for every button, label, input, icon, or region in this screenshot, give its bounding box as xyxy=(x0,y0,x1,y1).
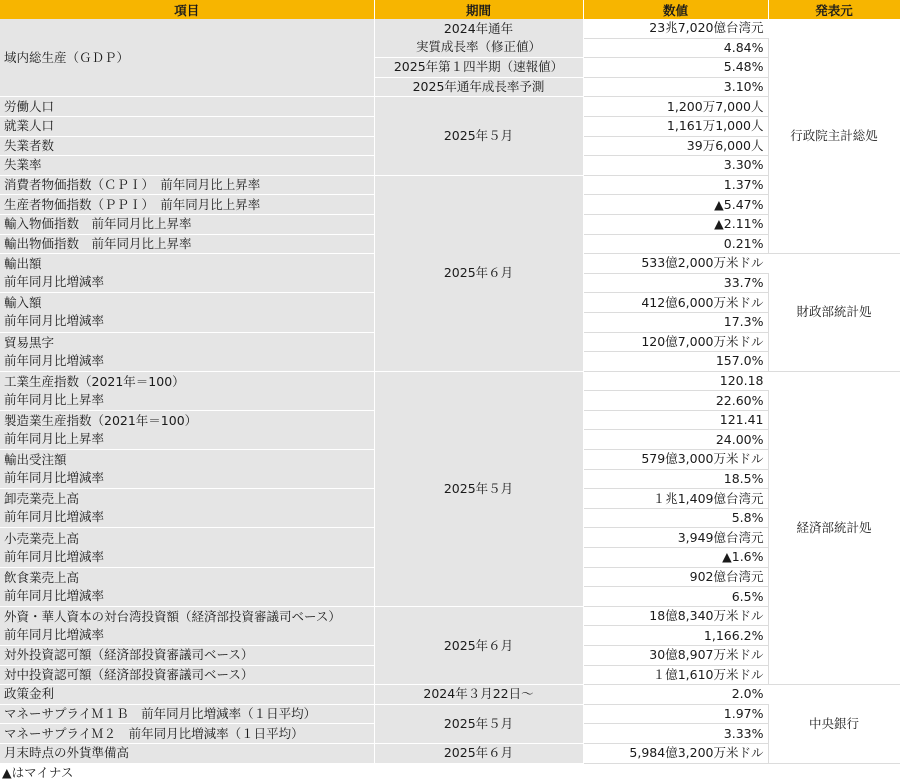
value-cell: 22.60% xyxy=(583,391,768,411)
item-cell: 労働人口 xyxy=(0,97,374,117)
header-publisher: 発表元 xyxy=(768,0,900,19)
value-cell: ▲5.47% xyxy=(583,195,768,215)
item-line: 前年同月比上昇率 xyxy=(4,391,105,407)
publisher-dgbas: 行政院主計総処 xyxy=(768,19,900,254)
item-cell: 失業者数 xyxy=(0,136,374,156)
item-cell xyxy=(0,567,374,606)
item-line: 貿易黒字 xyxy=(4,334,55,350)
period-line: 2024年通年 xyxy=(443,21,514,37)
table-row xyxy=(0,743,900,763)
value-cell: 24.00% xyxy=(583,430,768,450)
value-cell: 1,166.2% xyxy=(583,626,768,646)
value-cell: 5.48% xyxy=(583,58,768,78)
publisher-moea: 経済部統計処 xyxy=(768,371,900,685)
table-row xyxy=(0,19,900,38)
value-cell: 33.7% xyxy=(583,273,768,293)
table-row xyxy=(0,704,900,724)
item-cell xyxy=(0,450,374,489)
period-cell: 2025年６月 xyxy=(374,606,583,684)
value-cell: 39万6,000人 xyxy=(583,136,768,156)
value-cell: 23兆7,020億台湾元 xyxy=(583,19,768,38)
item-cell xyxy=(0,293,374,332)
value-cell: 412億6,000万米ドル xyxy=(583,293,768,313)
value-cell: 6.5% xyxy=(583,587,768,607)
period-line: 実質成長率（修正値） xyxy=(415,39,541,55)
item-cell: 月末時点の外貨準備高 xyxy=(0,743,374,763)
item-cell xyxy=(0,489,374,528)
item-line: 輸出受注額 xyxy=(4,452,67,468)
header-value: 数値 xyxy=(583,0,768,19)
period-cell: 2025年通年成長率予測 xyxy=(374,77,583,97)
value-cell: 18億8,340万米ドル xyxy=(583,606,768,626)
period-cell xyxy=(374,19,583,58)
item-line: 飲食業売上高 xyxy=(4,569,80,585)
value-cell: 4.84% xyxy=(583,38,768,58)
item-line: 前年同月比増減率 xyxy=(4,274,105,290)
period-cell: 2025年第１四半期（速報値） xyxy=(374,58,583,78)
value-cell: 30億8,907万米ドル xyxy=(583,646,768,666)
item-line: 外資・華人資本の対台湾投資額（経済部投資審議司ベース） xyxy=(4,608,341,624)
period-cell: 2025年５月 xyxy=(374,371,583,606)
item-cell xyxy=(0,606,374,645)
period-cell: 2025年５月 xyxy=(374,704,583,743)
header-item: 項目 xyxy=(0,0,374,19)
item-cell: 失業率 xyxy=(0,156,374,176)
item-line: 小売業売上高 xyxy=(4,530,80,546)
item-line: 前年同月比増減率 xyxy=(4,626,105,642)
table-row xyxy=(0,371,900,391)
item-line: 前年同月比増減率 xyxy=(4,470,105,486)
value-cell: 1.97% xyxy=(583,704,768,724)
table-row xyxy=(0,175,900,195)
item-cell: 対外投資認可額（経済部投資審議司ベース） xyxy=(0,646,374,666)
value-cell: 0.21% xyxy=(583,234,768,254)
value-cell: 3.33% xyxy=(583,724,768,744)
item-line: 輸出額 xyxy=(4,256,42,272)
item-line: 輸入額 xyxy=(4,295,42,311)
item-cell: 対中投資認可額（経済部投資審議司ベース） xyxy=(0,665,374,685)
value-cell: 5,984億3,200万米ドル xyxy=(583,743,768,763)
value-cell: 121.41 xyxy=(583,410,768,430)
value-cell: 1,200万7,000人 xyxy=(583,97,768,117)
value-cell: 120億7,000万米ドル xyxy=(583,332,768,352)
item-cell: 消費者物価指数（ＣＰＩ） 前年同月比上昇率 xyxy=(0,175,374,195)
item-line: 卸売業売上高 xyxy=(4,491,80,507)
period-cell: 2025年５月 xyxy=(374,97,583,175)
item-line: 工業生産指数（2021年＝100） xyxy=(4,373,185,389)
value-cell: １億1,610万米ドル xyxy=(583,665,768,685)
value-cell: 579億3,000万米ドル xyxy=(583,450,768,470)
item-cell: 就業人口 xyxy=(0,116,374,136)
value-cell: １兆1,409億台湾元 xyxy=(583,489,768,509)
item-gdp: 域内総生産（ＧＤＰ） xyxy=(0,19,374,97)
item-line: 製造業生産指数（2021年＝100） xyxy=(4,412,198,428)
item-cell: マネーサプライＭ２ 前年同月比増減率（１日平均） xyxy=(0,724,374,744)
value-cell: 17.3% xyxy=(583,312,768,332)
item-line: 前年同月比上昇率 xyxy=(4,430,105,446)
item-cell: マネーサプライＭ１Ｂ 前年同月比増減率（１日平均） xyxy=(0,704,374,724)
header-row xyxy=(0,0,900,19)
header-period: 期間 xyxy=(374,0,583,19)
item-line: 前年同月比増減率 xyxy=(4,352,105,368)
item-cell xyxy=(0,254,374,293)
item-cell xyxy=(0,332,374,371)
item-line: 前年同月比増減率 xyxy=(4,509,105,525)
footnote: ▲はマイナス xyxy=(2,765,74,780)
value-cell: 18.5% xyxy=(583,469,768,489)
period-cell: 2025年６月 xyxy=(374,175,583,371)
period-cell: 2025年６月 xyxy=(374,743,583,763)
item-cell xyxy=(0,528,374,567)
table-row xyxy=(0,685,900,705)
value-cell: 5.8% xyxy=(583,508,768,528)
value-cell: 533億2,000万米ドル xyxy=(583,254,768,274)
value-cell: ▲1.6% xyxy=(583,548,768,568)
value-cell: ▲2.11% xyxy=(583,214,768,234)
publisher-cbc: 中央銀行 xyxy=(768,685,900,763)
value-cell: 157.0% xyxy=(583,352,768,372)
item-line: 前年同月比増減率 xyxy=(4,548,105,564)
item-line: 前年同月比増減率 xyxy=(4,587,105,603)
value-cell: 3.10% xyxy=(583,77,768,97)
value-cell: 1.37% xyxy=(583,175,768,195)
item-cell: 生産者物価指数（ＰＰＩ） 前年同月比上昇率 xyxy=(0,195,374,215)
item-cell: 輸出物価指数 前年同月比上昇率 xyxy=(0,234,374,254)
item-cell xyxy=(0,410,374,449)
value-cell: 120.18 xyxy=(583,371,768,391)
period-cell: 2024年３月22日～ xyxy=(374,685,583,705)
item-line: 前年同月比増減率 xyxy=(4,313,105,329)
value-cell: 1,161万1,000人 xyxy=(583,116,768,136)
table-row xyxy=(0,97,900,117)
item-cell xyxy=(0,371,374,410)
value-cell: 3.30% xyxy=(583,156,768,176)
value-cell: 2.0% xyxy=(583,685,768,705)
value-cell: 902億台湾元 xyxy=(583,567,768,587)
item-cell: 政策金利 xyxy=(0,685,374,705)
value-cell: 3,949億台湾元 xyxy=(583,528,768,548)
item-cell: 輸入物価指数 前年同月比上昇率 xyxy=(0,214,374,234)
table-row xyxy=(0,606,900,626)
publisher-mof: 財政部統計処 xyxy=(768,254,900,372)
